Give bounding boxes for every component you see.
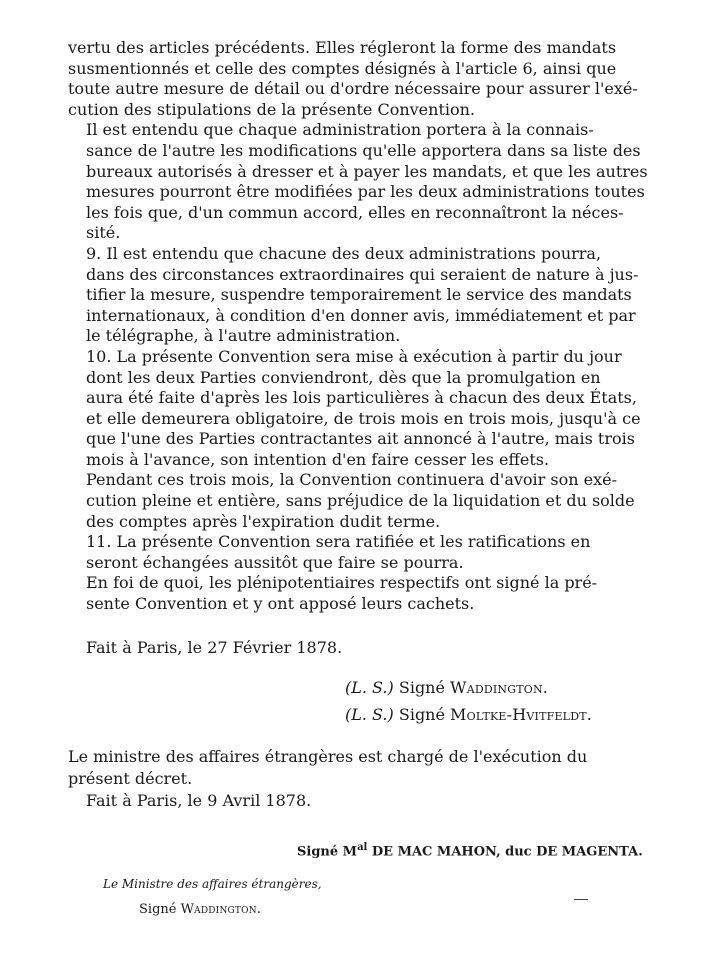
- paragraph-article-11: [68, 532, 653, 573]
- decree-charge: [68, 746, 653, 790]
- text-line: sance de l'autre les modifications qu'elle apportera dans sa liste des: [86, 140, 641, 160]
- text-line: cution pleine et entière, sans préjudice de la liquidation et du solde: [86, 491, 635, 511]
- signatory-name: Waddington.: [450, 678, 549, 697]
- text-line: les fois que, d'un commun accord, elles en reconnaîtront la néces-: [86, 202, 624, 222]
- text-line: dans des circonstances extraordinaires qui seraient de nature à jus-: [86, 264, 639, 284]
- text-line: et elle demeurera obligatoire, de trois mois en trois mois, jusqu'à ce: [86, 408, 641, 428]
- text-line: Le ministre des affaires étrangères est chargé de l'exécution du: [68, 747, 588, 766]
- stray-ink-mark: [574, 899, 588, 900]
- text-line: bureaux autorisés à dresser et à payer les mandats, et que les autres: [86, 161, 648, 181]
- text-line: tifier la mesure, suspendre temporairement le service des mandats: [86, 285, 632, 305]
- signatory-name: Moltke-Hvitfeldt.: [450, 705, 593, 724]
- decree-date: Fait à Paris, le 9 Avril 1878.: [86, 791, 312, 810]
- paragraph-bureaux: [68, 120, 653, 244]
- signatory-waddington: [345, 678, 548, 698]
- text-line: 11. La présente Convention sera ratifiée et les ratifications en: [86, 532, 591, 552]
- decree-text: [68, 746, 653, 812]
- text-line: susmentionnés et celle des comptes désignés à l'article 6, ainsi que: [68, 58, 617, 78]
- signed-word: Signé: [139, 902, 177, 917]
- text-line: seront échangées aussitôt que faire se pourra.: [86, 552, 464, 572]
- paragraph-trois-mois: [68, 470, 653, 532]
- paragraph-en-foi: [68, 573, 653, 614]
- seal-mark: (L. S.): [345, 678, 394, 697]
- text-line: mesures pourront être modifiées par les deux administrations toutes: [86, 182, 645, 202]
- minister-title: Le Ministre des affaires étrangères,: [103, 877, 322, 891]
- convention-text: [68, 38, 653, 615]
- text-line: sité.: [86, 223, 121, 243]
- paragraph-article-10: [68, 347, 653, 471]
- text-line: vertu des articles précédents. Elles régleront la forme des mandats: [68, 38, 617, 57]
- signed-word: Signé: [398, 705, 445, 724]
- signed-word: Signé: [398, 678, 445, 697]
- text-line: 10. La présente Convention sera mise à exécution à partir du jour: [86, 346, 622, 366]
- text-line: dont les deux Parties conviendront, dès que la promulgation en: [86, 367, 601, 387]
- paragraph-continuation: [68, 38, 653, 120]
- text-line: Il est entendu que chaque administration portera à la connais-: [86, 120, 594, 140]
- minister-signature: [139, 900, 261, 920]
- signatory-moltke: [345, 705, 592, 725]
- seal-mark: (L. S.): [345, 705, 394, 724]
- text-line: toute autre mesure de détail ou d'ordre nécessaire pour assurer l'exé-: [68, 79, 638, 99]
- text-line: internationaux, à condition d'en donner avis, immédiatement et par: [86, 305, 636, 325]
- signed-word: Signé M: [297, 844, 358, 860]
- marshal-abbrev-superscript: al: [357, 842, 368, 853]
- text-line: Pendant ces trois mois, la Convention continuera d'avoir son exé-: [86, 470, 617, 490]
- president-name: DE MAC MAHON, duc DE MAGENTA.: [371, 844, 643, 860]
- convention-date: Fait à Paris, le 27 Février 1878.: [86, 638, 343, 657]
- text-line: En foi de quoi, les plénipotentiaires respectifs ont signé la pré-: [86, 573, 598, 593]
- minister-name: Waddington.: [180, 902, 262, 917]
- text-line: le télégraphe, à l'autre administration.: [86, 326, 401, 346]
- text-line: que l'une des Parties contractantes ait annoncé à l'autre, mais trois: [86, 429, 635, 449]
- text-line: des comptes après l'expiration dudit terme.: [86, 511, 441, 531]
- text-line: 9. Il est entendu que chacune des deux administrations pourra,: [86, 243, 602, 263]
- paragraph-article-9: [68, 244, 653, 347]
- text-line: présent décret.: [68, 769, 193, 788]
- text-line: aura été faite d'après les lois particulières à chacun des deux États,: [86, 388, 637, 408]
- text-line: sente Convention et y ont apposé leurs cachets.: [86, 594, 475, 614]
- president-signature: [297, 838, 643, 862]
- text-line: cution des stipulations de la présente Convention.: [68, 99, 476, 119]
- text-line: mois à l'avance, son intention d'en faire cesser les effets.: [86, 449, 550, 469]
